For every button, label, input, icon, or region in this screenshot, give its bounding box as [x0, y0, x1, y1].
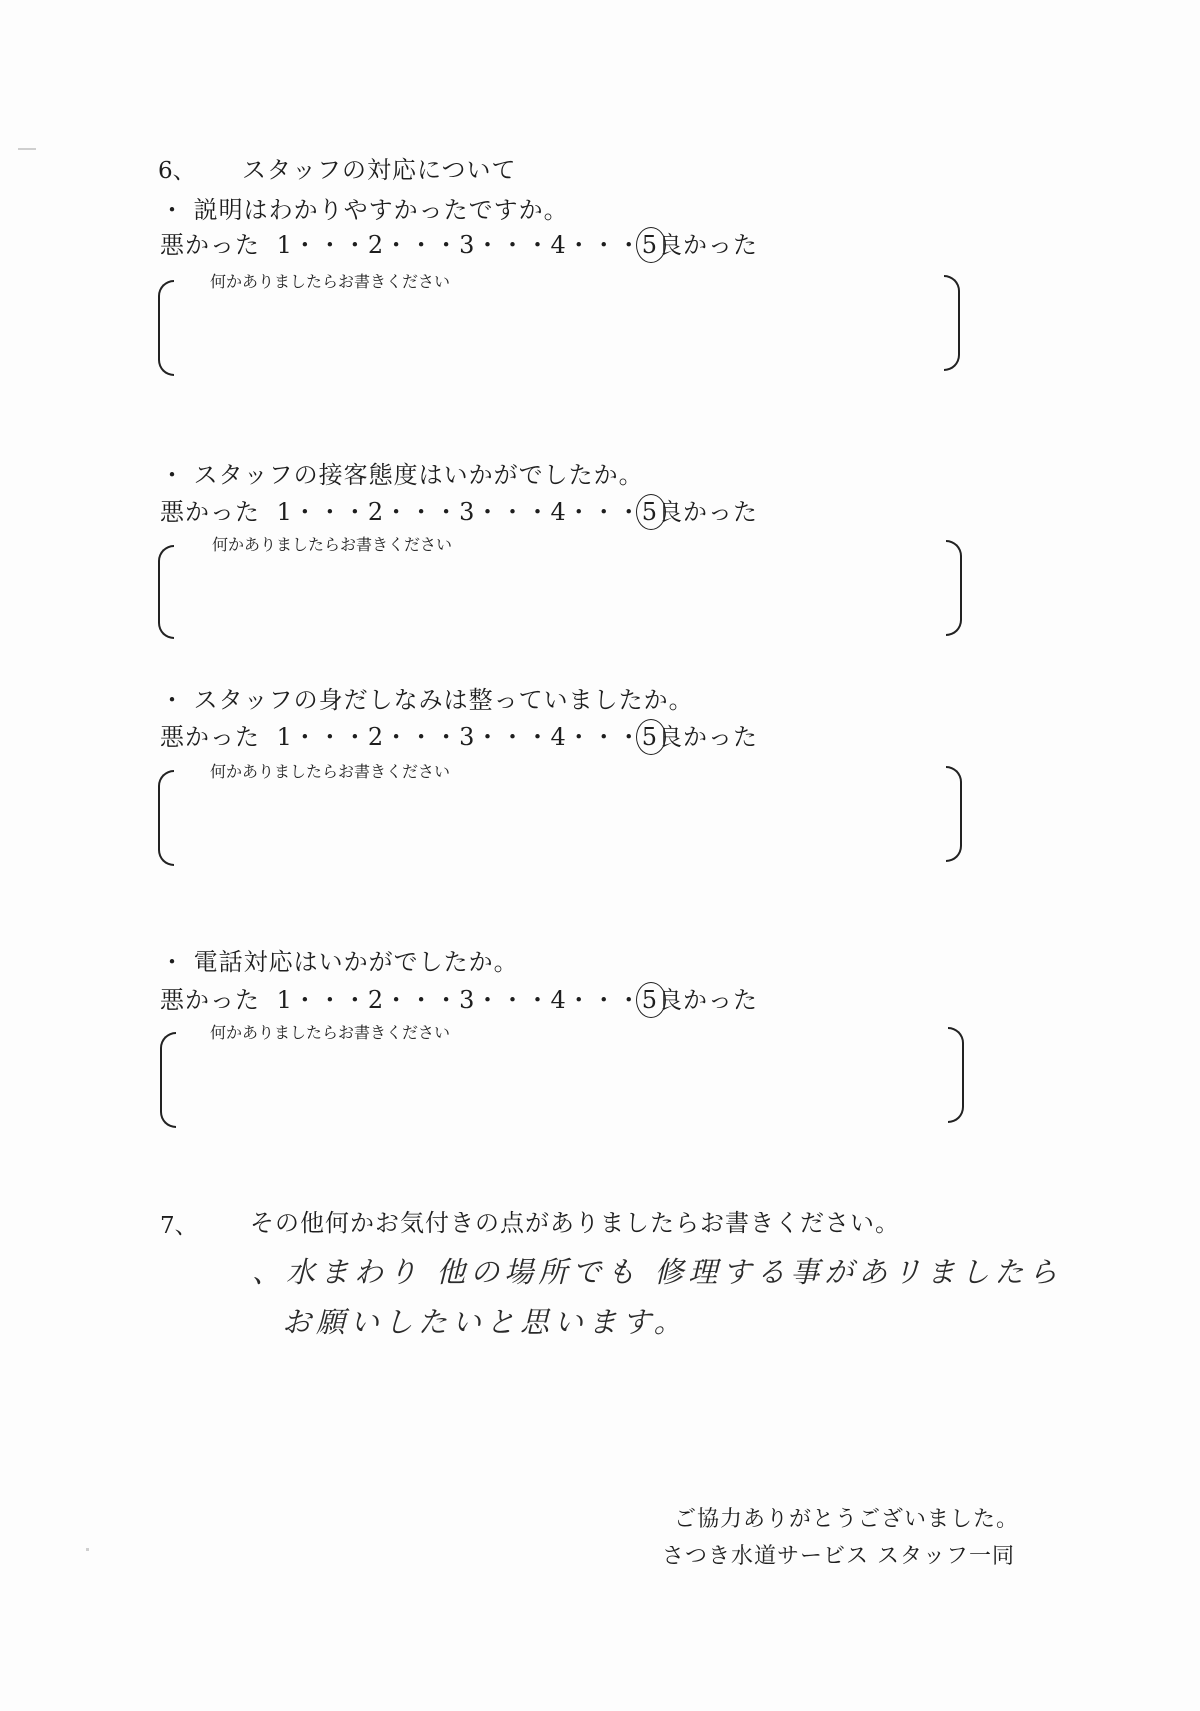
selected-rating[interactable]: 5	[641, 498, 658, 526]
scale-good-label: 良かった	[658, 986, 758, 1014]
question-explanation: ・ 説明はわかりやすかったですか。	[160, 196, 569, 224]
rating-scale-explanation	[160, 225, 758, 260]
comment-bracket-right	[946, 540, 962, 636]
handwritten-comment-line-2: お願いしたいと思います。	[282, 1305, 688, 1339]
section-7-number: 7、	[160, 1213, 198, 1239]
scale-points: 1・・・2・・・3・・・4・・・	[276, 231, 642, 259]
section-6-title: スタッフの対応について	[242, 156, 517, 184]
question-phone-handling: ・ 電話対応はいかがでしたか。	[160, 948, 519, 976]
comment-label: 何かありましたらお書きください	[210, 272, 451, 291]
comment-bracket-left	[158, 280, 174, 376]
comment-label: 何かありましたらお書きください	[212, 535, 453, 554]
comment-bracket-right	[948, 1027, 964, 1123]
scale-bad-label: 悪かった	[160, 986, 260, 1014]
selected-rating[interactable]: 5	[641, 986, 658, 1014]
comment-bracket-left	[158, 545, 174, 639]
scale-bad-label: 悪かった	[160, 231, 260, 259]
scale-good-label: 良かった	[658, 723, 758, 751]
handwritten-comment-line-1: 、水まわり 他の場所でも 修理する事があリましたら	[252, 1255, 1063, 1289]
closing-signature: さつき水道サービス スタッフ一同	[662, 1544, 1015, 1569]
comment-bracket-left	[160, 1032, 176, 1128]
comment-bracket-right	[946, 766, 962, 862]
comment-label: 何かありましたらお書きください	[210, 1023, 451, 1042]
selected-rating[interactable]: 5	[641, 231, 658, 259]
scan-artifact	[18, 148, 36, 150]
scan-artifact	[86, 1548, 89, 1551]
scale-points: 1・・・2・・・3・・・4・・・	[276, 498, 642, 526]
question-staff-appearance: ・ スタッフの身だしなみは整っていましたか。	[160, 686, 694, 714]
comment-bracket-right	[944, 275, 960, 371]
comment-label: 何かありましたらお書きください	[210, 762, 451, 781]
rating-scale-phone	[160, 980, 758, 1015]
section-7-title: その他何かお気付きの点がありましたらお書きください。	[250, 1209, 900, 1237]
question-staff-attitude: ・ スタッフの接客態度はいかがでしたか。	[160, 461, 644, 489]
scale-bad-label: 悪かった	[160, 723, 260, 751]
rating-scale-appearance	[160, 717, 758, 752]
rating-scale-attitude	[160, 492, 758, 527]
scale-points: 1・・・2・・・3・・・4・・・	[276, 986, 642, 1014]
selected-rating[interactable]: 5	[641, 723, 658, 751]
closing-thanks: ご協力ありがとうございました。	[674, 1507, 1020, 1532]
section-6-number: 6、	[158, 158, 196, 184]
scale-bad-label: 悪かった	[160, 498, 260, 526]
comment-bracket-left	[158, 770, 174, 866]
scale-points: 1・・・2・・・3・・・4・・・	[276, 723, 642, 751]
scale-good-label: 良かった	[658, 498, 758, 526]
scale-good-label: 良かった	[658, 231, 758, 259]
